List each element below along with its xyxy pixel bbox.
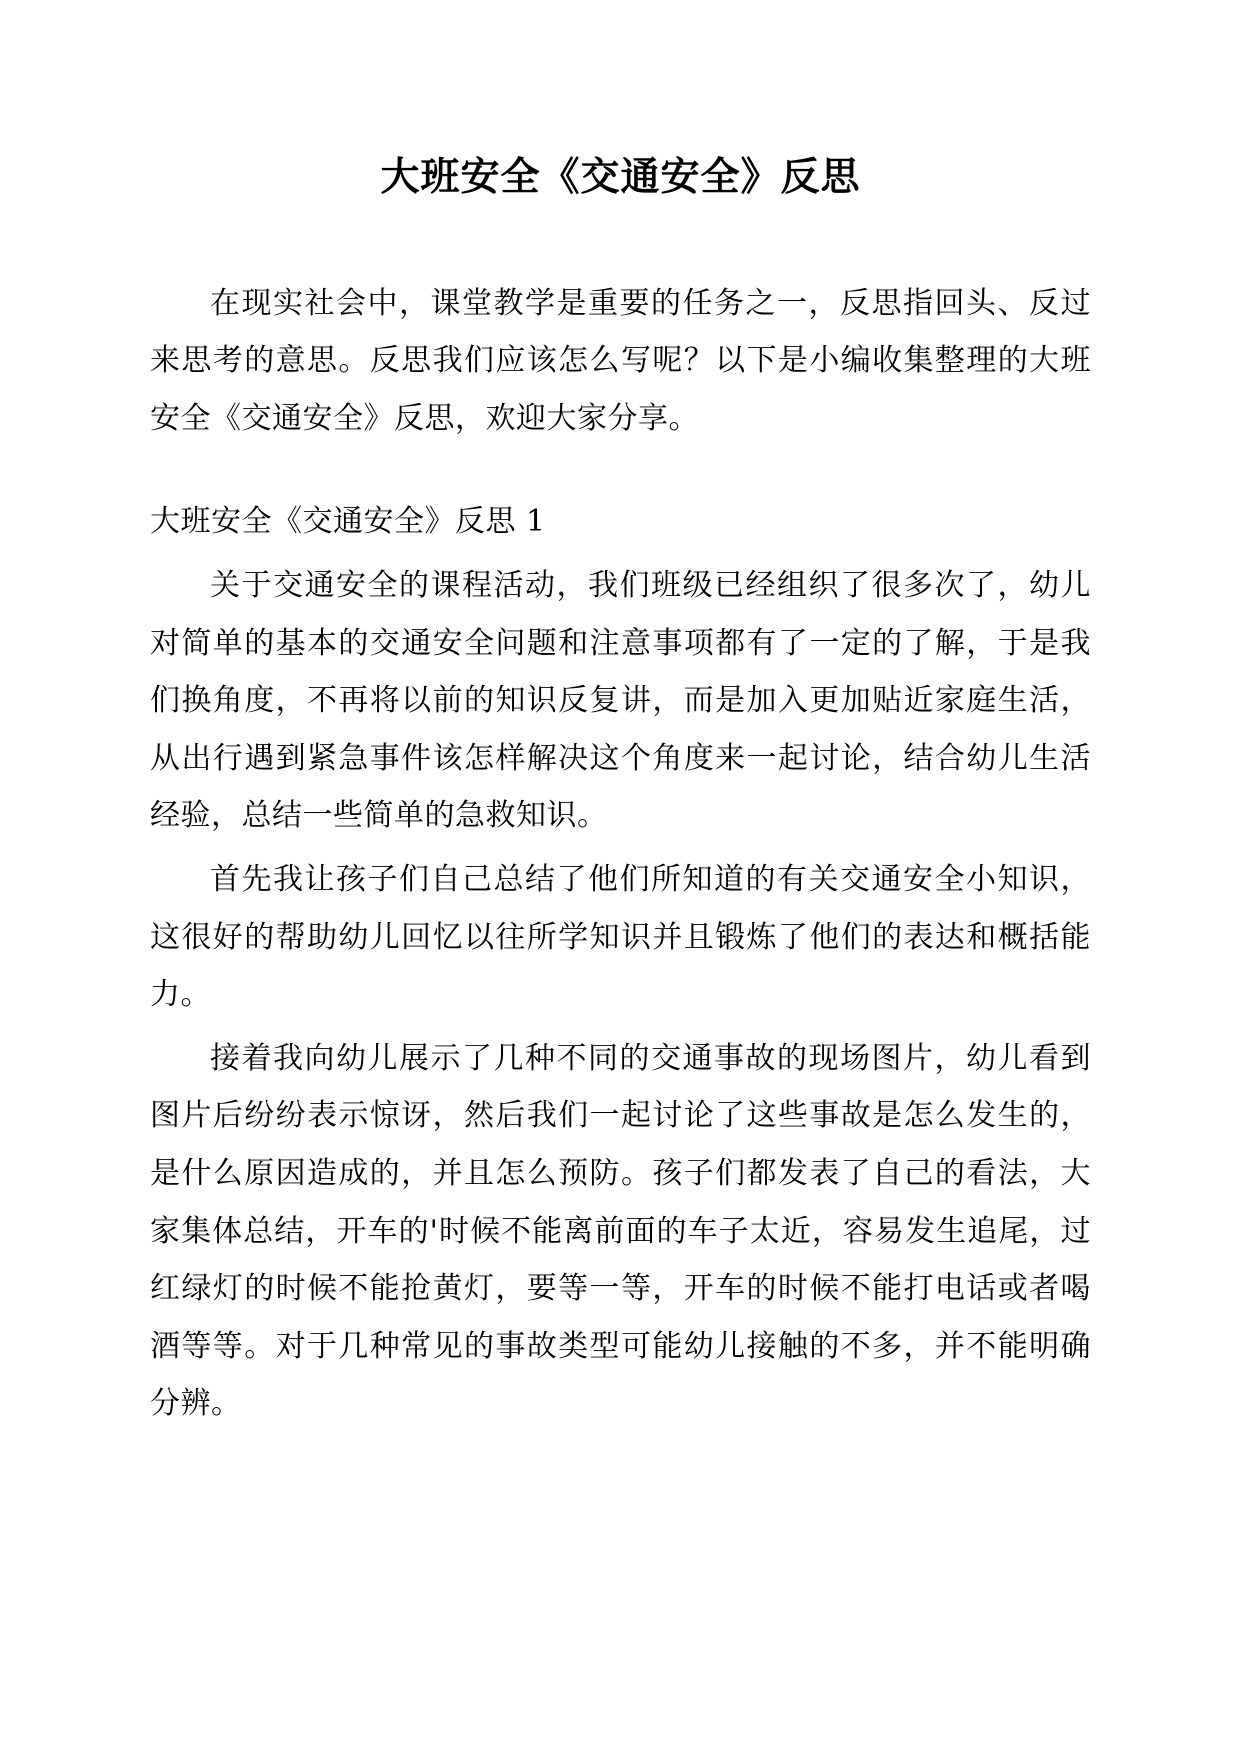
paragraph-intro: 在现实社会中，课堂教学是重要的任务之一，反思指回头、反过来思考的意思。反思我们应该怎么写呢？以下是小编收集整理的大班安全《交通安全》反思，欢迎大家分享。 (150, 285, 1091, 436)
paragraph-body-3: 接着我向幼儿展示了几种不同的交通事故的现场图片，幼儿看到图片后纷纷表示惊讶，然后我们一起讨论了这些事故是怎么发生的，是什么原因造成的，并且怎么预防。孩子们都发表了自己的看法，大家集体总结，开车的'时候不能离前面的车子太近，容易发生追尾，过红绿灯的时候不能抢黄灯，要等一等，开车的时候不能打电话或者喝酒等等。对于几种常见的事故类型可能幼儿接触的不多，并不能明确分辨。 (150, 1040, 1091, 1422)
paragraph-body-1: 关于交通安全的课程活动，我们班级已经组织了很多次了，幼儿对简单的基本的交通安全问题和注意事项都有了一定的了解，于是我们换角度，不再将以前的知识反复讲，而是加入更加贴近家庭生活，从出行遇到紧急事件该怎样解决这个角度来一起讨论，结合幼儿生活经验，总结一些简单的急救知识。 (150, 567, 1091, 834)
section-heading-1: 大班安全《交通安全》反思 1 (150, 504, 546, 540)
page-title: 大班安全《交通安全》反思 (380, 154, 861, 200)
paragraph-spacer (150, 453, 1091, 493)
paragraph-body-2: 首先我让孩子们自己总结了他们所知道的有关交通安全小知识，这很好的帮助幼儿回忆以往所学知识并且锻炼了他们的表达和概括能力。 (150, 861, 1091, 1013)
